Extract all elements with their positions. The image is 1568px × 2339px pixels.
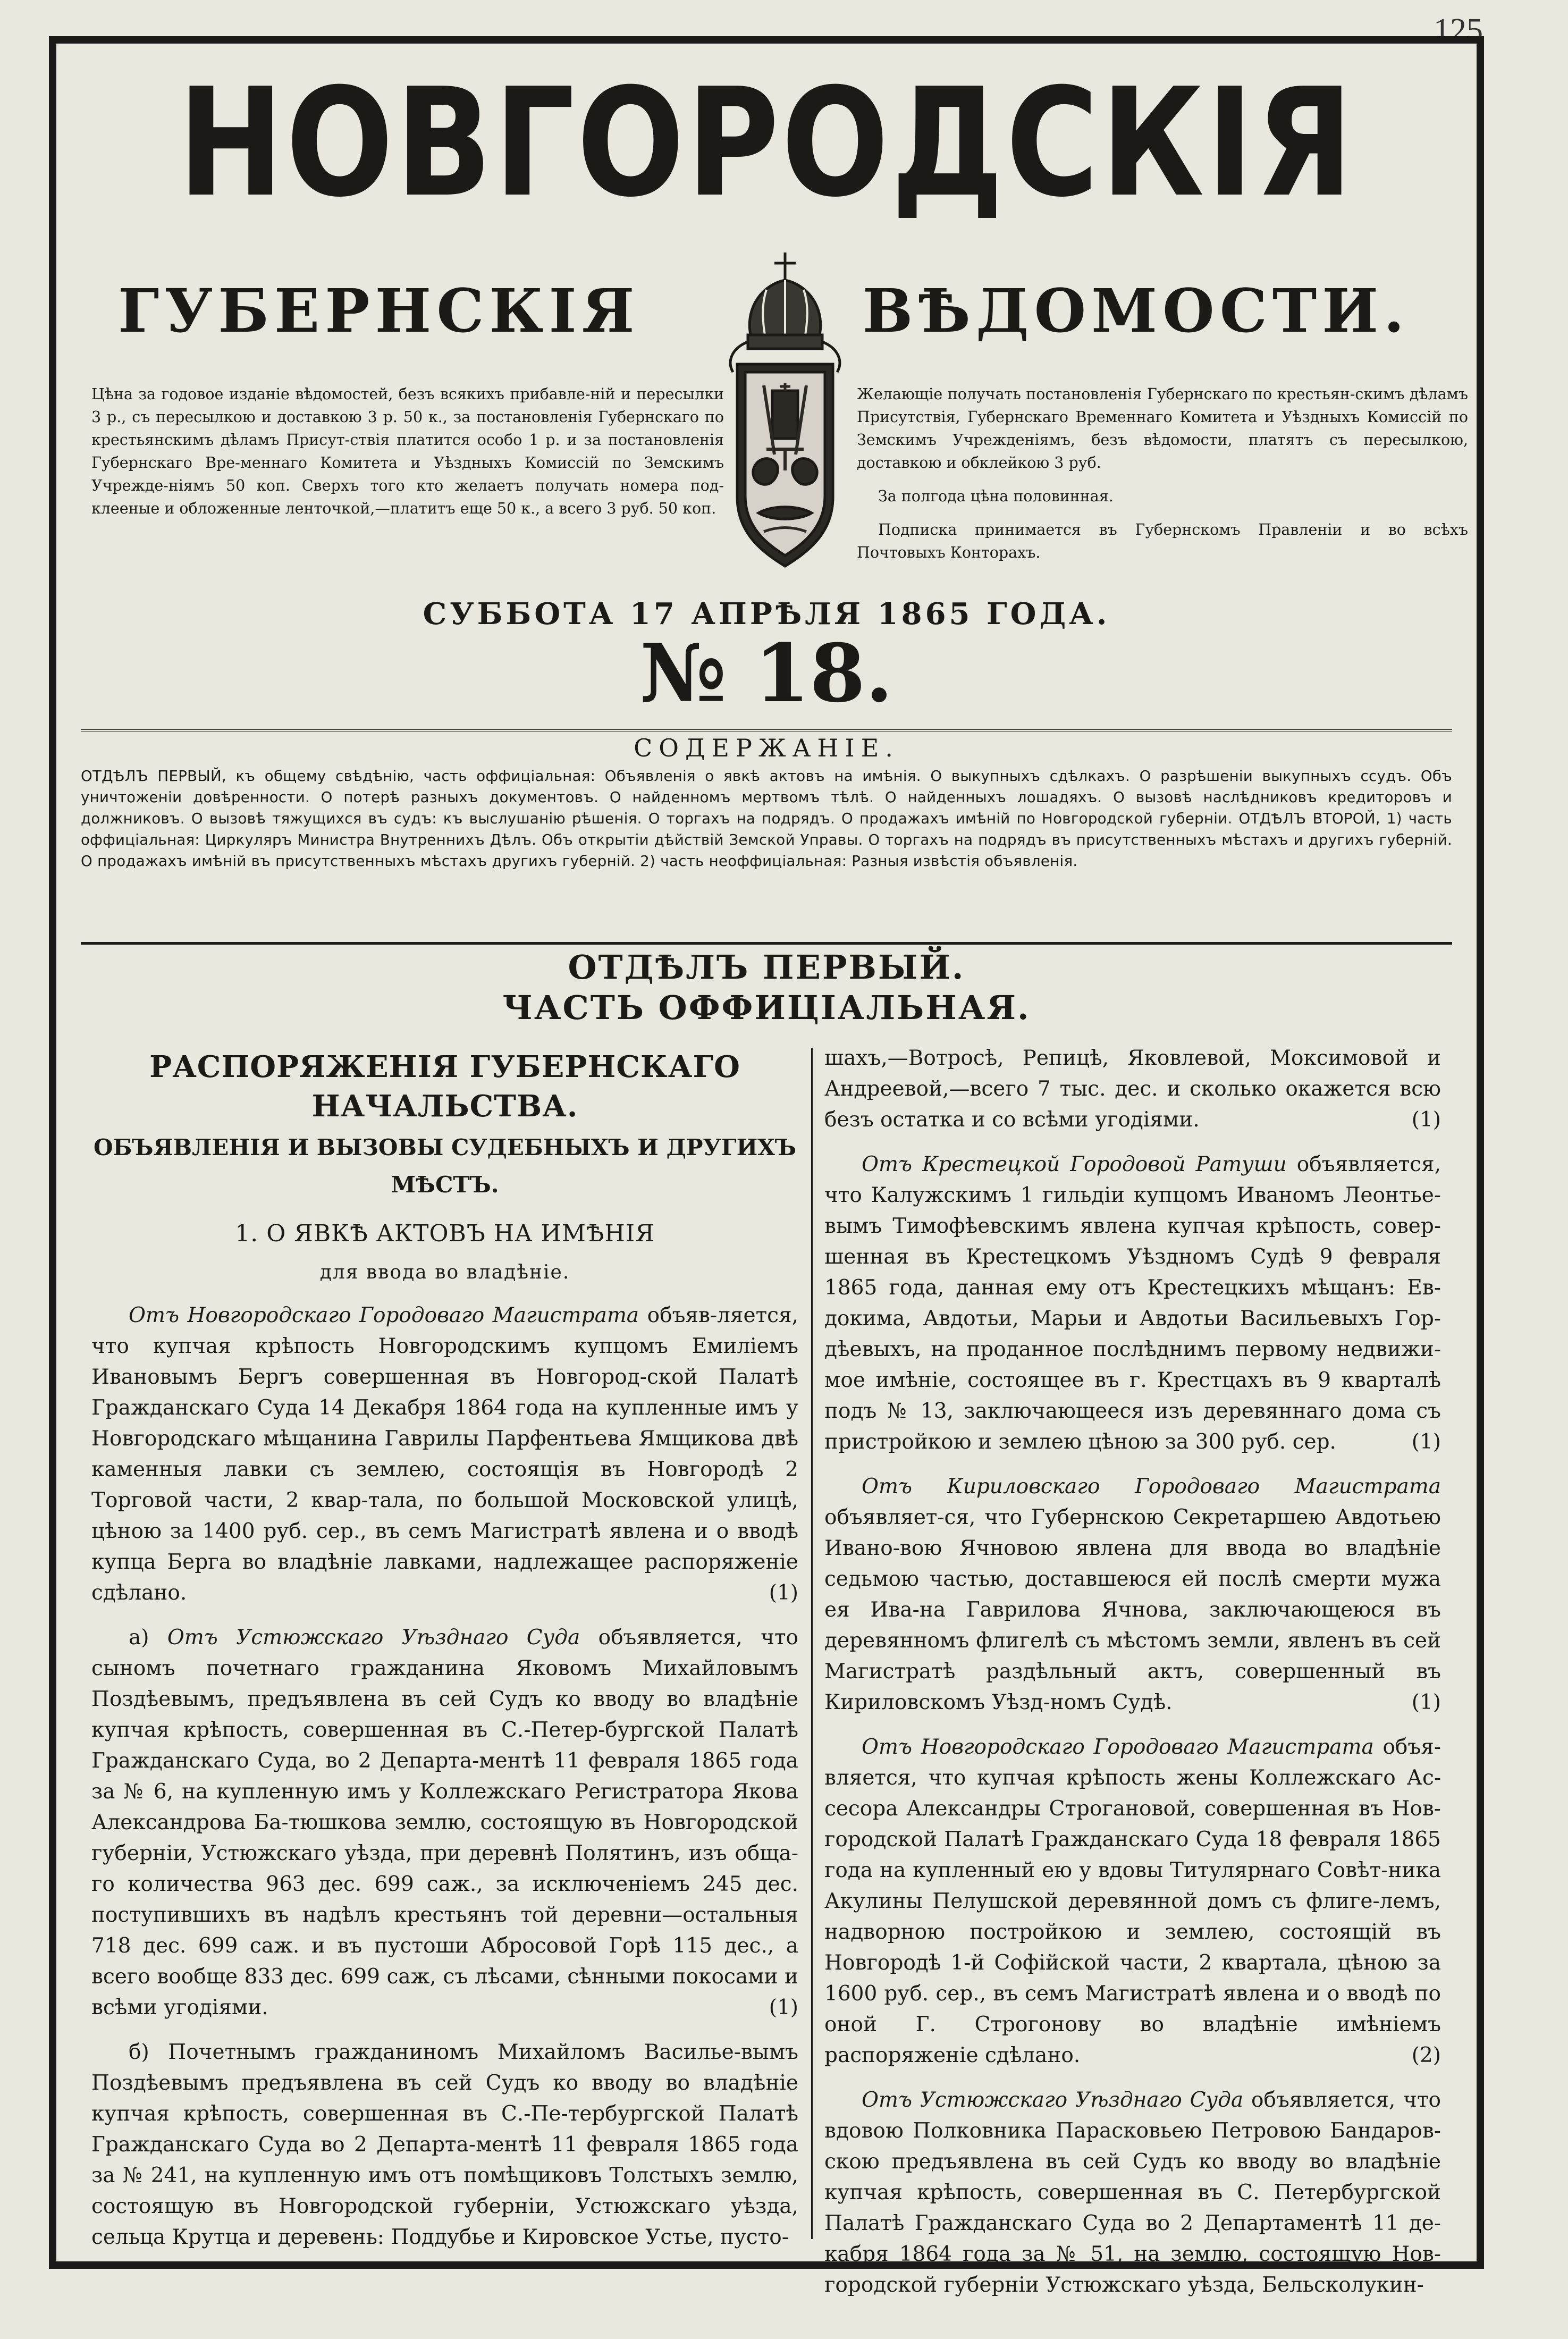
notice-body: шахъ,—Вотросѣ, Репицѣ, Яковлевой, Моксимовой и Андреевой,—всего 7 тыс. дес. и сколько окажется всю безъ остатка и со всѣми угодіями. xyxy=(824,1046,1441,1132)
notice-body: объя-вляется, что купчая крѣпость жены Коллежскаго Ас-сесора Александры Строгановой, совершенная въ Нов-городской Палатѣ Гражданскаго Суда 18 февраля 1865 года на купленный ею у вдовы Титулярнаго Совѣт-ника Акулины Пелушской деревянной домъ съ флиге-лемъ, надворною постройкою и землею, состоящій въ Новгородѣ 1-й Софійской части, 2 квартала, цѣною за 1600 руб. сер., въ семъ Магистратѣ явлена и о вводѣ по оной Г. Строгонову во владѣніе имѣніемъ распоряженіе сдѣлано. xyxy=(824,1735,1441,2067)
notice-number: (1) xyxy=(769,1581,798,1605)
notice-body: объяв-ляется, что купчая крѣпость Новгородскимъ купцомъ Емиліемъ Ивановымъ Бергъ совершенная въ Новгород-ской Палатѣ Гражданскаго Суда 14 Декабря 1864 года на купленные имъ у Новгородскаго мѣщанина Гаврилы Парфентьева Ямщикова двѣ каменныя лавки съ землею, состоящія въ Новгородѣ 2 Торговой части, 2 квар-тала, по большой Московской улицѣ, цѣною за 1400 руб. сер., въ семъ Магистратѣ явлена и о вводѣ купца Берга во владѣніе лавками, надлежащее распоряженіе сдѣлано. xyxy=(91,1303,798,1605)
coat-of-arms-icon xyxy=(721,247,849,593)
acts-subheading: для ввода во владѣніе. xyxy=(319,1261,570,1283)
announcements-heading: ОБЪЯВЛЕНІЯ И ВЫЗОВЫ СУДЕБНЫХЪ И ДРУГИХЪ МѢСТЪ. xyxy=(93,1134,797,1198)
newspaper-page xyxy=(49,36,1484,2297)
contents-text: ОТДѢЛЪ ПЕРВЫЙ, къ общему свѣдѣнію, часть оффиціальная: Объявленія о явкѣ актовъ на имѣнія. О выкупныхъ сдѣлкахъ. О разрѣшеніи выкупныхъ ссудъ. Объ уничтоженіи довѣренности. О потерѣ разныхъ документовъ. О найденномъ мертвомъ тѣлѣ. О найденныхъ лошадяхъ. О вызовѣ наслѣдниковъ кредиторовъ и должниковъ. О вызовѣ тяжущихся въ судъ: къ выслушанію рѣшенія. О торгахъ на подрядъ. О продажахъ имѣній по Новгородской губерніи. ОТДѢЛЪ ВТОРОЙ, 1) часть оффиціальная: Циркуляръ Министра Внутреннихъ Дѣлъ. Объ открытіи дѣйствій Земской Управы. О торгахъ на подрядъ въ присутственныхъ мѣстахъ и другихъ губерній. О продажахъ имѣній въ присутственныхъ мѣстахъ другихъ губерній. 2) часть неоффиціальная: Разныя извѣстія объявленія. xyxy=(81,767,1452,870)
notice xyxy=(91,1300,798,1609)
contents-title: СОДЕРЖАНІЕ. xyxy=(634,734,899,762)
acts-heading: 1. О ЯВКѢ АКТОВЪ НА ИМѢНІЯ xyxy=(235,1220,655,1247)
page-number: 125 xyxy=(1434,12,1483,48)
right-column xyxy=(824,1043,1441,2315)
notice xyxy=(824,1149,1441,1458)
notice-number: (2) xyxy=(1411,2043,1441,2067)
notice-body: объявляется, что сыномъ почетнаго гражданина Яковомъ Михайловымъ Поздѣевымъ, предъявлена въ сей Судъ ко вводу во владѣніе купчая крѣпость, совершенная въ С.-Петер-бургской Палатѣ Гражданскаго Суда, во 2 Департа-ментѣ 11 февраля 1865 года за № 6, на купленную имъ у Коллежскаго Регистратора Якова Александрова Ба-тюшкова землю, состоящую въ Новгородской губерніи, Устюжскаго уѣзда, при деревнѣ Полятинъ, изъ обща-го количества 963 дес. 699 саж., за исключеніемъ 245 дес. поступившихъ въ надѣлъ крестьянъ той деревни—остальныя 718 дес. 699 саж. и въ пустоши Абросовой Горѣ 115 дес., а всего вообще 833 дес. 699 саж, съ лѣсами, сѣнными покосами и всѣми угодіями. xyxy=(91,1626,798,2020)
notice-lead: Отъ Кириловскаго Городоваго Магистрата xyxy=(862,1475,1441,1499)
subtitle-right: ВѢДОМОСТИ. xyxy=(862,276,1410,346)
notice-number: (1) xyxy=(769,1996,798,2020)
notice: б) Почетнымъ гражданиномъ Михайломъ Василье-вымъ Поздѣевымъ предъявлена въ сей Судъ ко вводу во владѣніе купчая крѣпость, совершенная въ С.-Пе-тербургской Палатѣ Гражданскаго Суда во 2 Департа-ментѣ 11 февраля 1865 года за № 241, на купленную имъ отъ помѣщиковъ Толстыхъ землю, состоящую въ Новгородской губерніи, Устюжскаго уѣзда, сельца Крутца и деревень: Поддубье и Кировское Устье, пусто- xyxy=(91,2040,798,2249)
column-divider xyxy=(811,1048,813,2239)
notice-number: (1) xyxy=(1411,1430,1441,1454)
subtitle-left: ГУБЕРНСКІЯ xyxy=(118,276,640,346)
notice-body: объявляет-ся, что Губернскою Секретаршею Авдотьею Ивано-вою Ячновою явлена для ввода во владѣніе седьмою частью, доставшеюся ей послѣ смерти мужа ея Ива-на Гаврилова Ячнова, заключающеюся въ деревянномъ флигелѣ съ мѣстомъ земли, явленъ въ сей Магистратѣ раздѣльный актъ, совершенный въ Кириловскомъ Уѣзд-номъ Судѣ. xyxy=(824,1505,1441,1714)
notice-number: (1) xyxy=(1411,1108,1441,1132)
subscription-info-text: Желающіе получать постановленія Губернскаго по крестьян-скимъ дѣламъ Присутствія, Губернскаго Временнаго Комитета и Уѣздныхъ Комиссій по Земскимъ Учрежденіямъ, безъ вѣдомости, платятъ съ пересылкою, доставкою и обклейкою 3 руб. xyxy=(857,385,1468,472)
notice xyxy=(824,1471,1441,1718)
table-of-contents xyxy=(81,729,1452,872)
masthead xyxy=(81,56,1468,601)
issue-date: СУББОТА 17 АПРѢЛЯ 1865 ГОДА. xyxy=(423,596,1110,632)
subscription-place-text: Подписка принимается въ Губернскомъ Правленіи и во всѣхъ Почтовыхъ Конторахъ. xyxy=(857,521,1468,561)
section-heading xyxy=(56,947,1477,1028)
notice-number: (1) xyxy=(1411,1690,1441,1714)
notice-body: объявляется, что Калужскимъ 1 гильдіи купцомъ Иваномъ Леонтье-вымъ Тимофѣевскимъ явлена купчая крѣпость, совер-шенная въ Крестецкомъ Уѣздномъ Судѣ 9 февраля 1865 года, данная ему отъ Крестецкихъ мѣщанъ: Ев-докима, Авдотьи, Марьи и Авдотьи Васильевыхъ Гор-дѣевыхъ, на проданное послѣднимъ первому недвижи-мое имѣніе, состоящее въ г. Крестцахъ въ 9 кварталѣ подъ № 13, заключающееся изъ деревяннаго дома съ пристройкою и землею цѣною за 300 руб. сер. xyxy=(824,1152,1441,1454)
notice-prefix: а) xyxy=(129,1626,167,1650)
notice-body: объявляется, что вдовою Полковника Парасковьею Петровою Бандаров-скою предъявлена въ сей Судъ ко вводу во владѣніе купчая крѣпость, совершенная въ С. Петербургской Палатѣ Гражданскаго Суда во 2 Департаментѣ 11 де-кабря 1864 года за № 51, на землю, состоящую Нов-городской губерніи Устюжскаго уѣзда, Бельсколукин- xyxy=(824,2088,1441,2297)
subscription-info xyxy=(857,383,1468,575)
notice-lead: Отъ Крестецкой Городовой Ратуши xyxy=(862,1152,1287,1176)
notice-lead: Отъ Устюжскаго Уѣзднаго Суда xyxy=(167,1626,580,1650)
notice-lead: Отъ Новгородскаго Городоваго Магистрата xyxy=(862,1735,1374,1759)
half-year-price-text: За полгода цѣна половинная. xyxy=(878,487,1114,505)
subscription-price-text: Цѣна за годовое изданіе вѣдомостей, безъ всякихъ прибавле-ній и пересылки 3 р., съ пересылкою и доставкою 3 р. 50 к., за постановленія Губернскаго по крестьянскимъ дѣламъ Присут-ствія платится особо 1 р. и за постановленія Губернскаго Вре-меннаго Комитета и Уѣздныхъ Комиссій по Земскимъ Учрежде-ніямъ 50 коп. Сверхъ того кто желаетъ получать номера под-клееные и обложенные ленточкой,—платитъ еще 50 к., а всего 3 руб. 50 коп. xyxy=(91,385,724,517)
notice xyxy=(824,2085,1441,2301)
orders-heading: РАСПОРЯЖЕНІЯ ГУБЕРНСКАГО НАЧАЛЬСТВА. xyxy=(149,1049,740,1124)
divider xyxy=(81,942,1452,945)
notice-continuation xyxy=(824,1043,1441,1135)
section-heading-2: ЧАСТЬ ОФФИЦІАЛЬНАЯ. xyxy=(502,988,1031,1027)
newspaper-title: НОВГОРОДСКІЯ xyxy=(178,56,1355,231)
issue-number: № 18. xyxy=(639,627,893,720)
notice-lead: Отъ Новгородскаго Городоваго Магистрата xyxy=(129,1303,639,1327)
notice xyxy=(91,1622,798,2023)
left-column xyxy=(91,1043,798,2267)
notice-lead: Отъ Устюжскаго Уѣзднаго Суда xyxy=(862,2088,1244,2112)
section-heading-1: ОТДѢЛЪ ПЕРВЫЙ. xyxy=(568,948,965,987)
notice xyxy=(824,1732,1441,2071)
